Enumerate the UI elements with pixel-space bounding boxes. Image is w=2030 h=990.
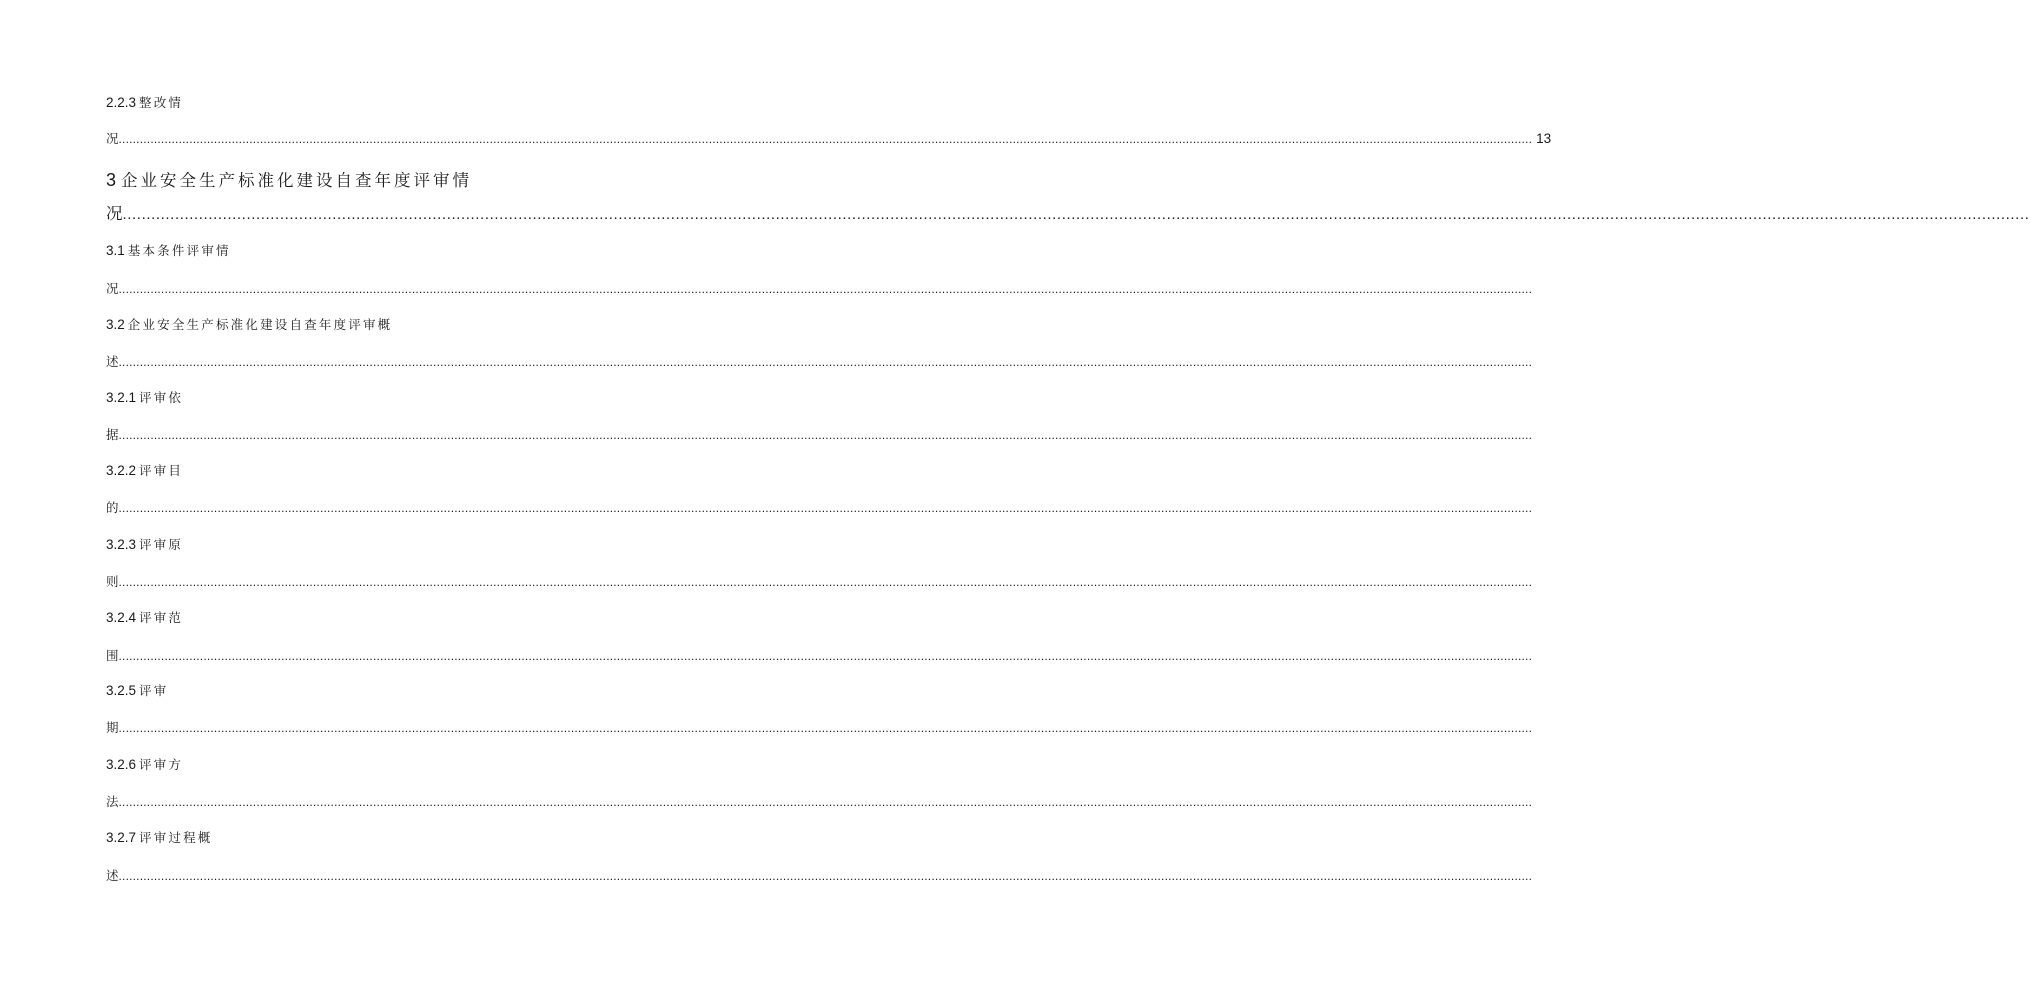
toc-entry-leader-line[interactable] (106, 866, 1533, 886)
toc-entry-title-continuation: 况 (106, 281, 119, 296)
toc-entry-title-text: 评审 (139, 683, 169, 698)
toc-dot-leader: ................................................................................................................................................................................................................................................................................................................................................................................................................ (118, 355, 1533, 369)
toc-dot-leader: ................................................................................................................................................................................................................................................................................................................................................................................................................ (118, 501, 1533, 515)
toc-entry-title-text: 评审依 (139, 390, 184, 405)
toc-entry-title-continuation: 据 (106, 427, 119, 442)
toc-entry-title-continuation: 则 (106, 574, 119, 589)
toc-entry-number: 3.2.4 (106, 610, 137, 625)
toc-dot-leader: ................................................................................................................................................................................................................................................................................................................................................................................................................ (118, 721, 1533, 735)
toc-entry-leader-line[interactable] (106, 498, 1533, 518)
toc-entry-leader-line[interactable] (106, 352, 1533, 372)
toc-entry-number: 2.2.3 (106, 95, 137, 110)
toc-entry-title[interactable] (106, 241, 231, 261)
toc-dot-leader: ................................................................................................................................................................................................................................................................................................................................................................................................................ (118, 132, 1533, 146)
toc-entry-title-continuation: 况 (106, 131, 119, 146)
toc-entry-title-text: 整改情 (139, 95, 184, 110)
toc-entry-title[interactable] (106, 315, 392, 335)
toc-entry-title-continuation: 期 (106, 720, 119, 735)
toc-entry-leader-line[interactable] (106, 129, 1552, 149)
toc-entry-leader-line[interactable] (106, 792, 1533, 812)
toc-entry-leader-line[interactable] (106, 279, 1533, 299)
toc-entry-title[interactable] (106, 461, 183, 481)
toc-entry-title[interactable] (106, 755, 183, 775)
toc-entry-title[interactable] (106, 168, 472, 193)
toc-entry-title-continuation: 法 (106, 794, 119, 809)
toc-entry-number: 3.2.7 (106, 830, 137, 845)
toc-dot-leader: ................................................................................................................................................................................................................................................................................................................................................................................................................ (118, 575, 1533, 589)
toc-entry-leader-line[interactable] (106, 202, 2030, 227)
toc-entry-title[interactable] (106, 828, 213, 848)
toc-entry-title[interactable] (106, 93, 183, 113)
toc-entry-number: 3.2.5 (106, 683, 137, 698)
toc-entry-title-text: 评审方 (139, 757, 184, 772)
toc-dot-leader: ................................................................................................................................................................................................................................................................................................................................................................................................................ (118, 649, 1533, 663)
toc-entry-leader-line[interactable] (106, 425, 1533, 445)
toc-entry-title-text: 评审原 (139, 537, 184, 552)
toc-page-number: 13 (1536, 131, 1552, 146)
toc-entry-title-text: 评审范 (139, 610, 184, 625)
toc-entry-title-text: 基本条件评审情 (127, 243, 231, 258)
toc-entry-leader-line[interactable] (106, 718, 1533, 738)
toc-entry-title-continuation: 述 (106, 354, 119, 369)
toc-entry-title[interactable] (106, 608, 183, 628)
toc-dot-leader: ................................................................................................................................................................................................................................................................................................................................................................................................................ (122, 206, 2030, 223)
toc-entry-title-text: 企业安全生产标准化建设自查年度评审情 (121, 171, 473, 190)
toc-dot-leader: ................................................................................................................................................................................................................................................................................................................................................................................................................ (118, 428, 1533, 442)
toc-entry-title[interactable] (106, 681, 168, 701)
toc-entry-number: 3.2.2 (106, 463, 137, 478)
toc-entry-title[interactable] (106, 388, 183, 408)
toc-entry-number: 3.2 (106, 317, 125, 332)
toc-entry-title-continuation: 的 (106, 500, 119, 515)
toc-entry-leader-line[interactable] (106, 646, 1533, 666)
toc-entry-title-text: 企业安全生产标准化建设自查年度评审概 (127, 317, 393, 332)
toc-entry-number: 3 (106, 170, 117, 190)
toc-entry-number: 3.2.1 (106, 390, 137, 405)
toc-entry-title-text: 评审目 (139, 463, 184, 478)
toc-dot-leader: ................................................................................................................................................................................................................................................................................................................................................................................................................ (118, 869, 1533, 883)
toc-entry-title-continuation: 围 (106, 648, 119, 663)
toc-entry-leader-line[interactable] (106, 572, 1533, 592)
toc-entry-number: 3.2.6 (106, 757, 137, 772)
toc-entry-title[interactable] (106, 535, 183, 555)
toc-entry-title-continuation: 况 (106, 204, 123, 223)
toc-entry-title-continuation: 述 (106, 868, 119, 883)
toc-entry-number: 3.1 (106, 243, 125, 258)
toc-entry-number: 3.2.3 (106, 537, 137, 552)
toc-dot-leader: ................................................................................................................................................................................................................................................................................................................................................................................................................ (118, 282, 1533, 296)
toc-entry-title-text: 评审过程概 (139, 830, 213, 845)
toc-dot-leader: ................................................................................................................................................................................................................................................................................................................................................................................................................ (118, 795, 1533, 809)
